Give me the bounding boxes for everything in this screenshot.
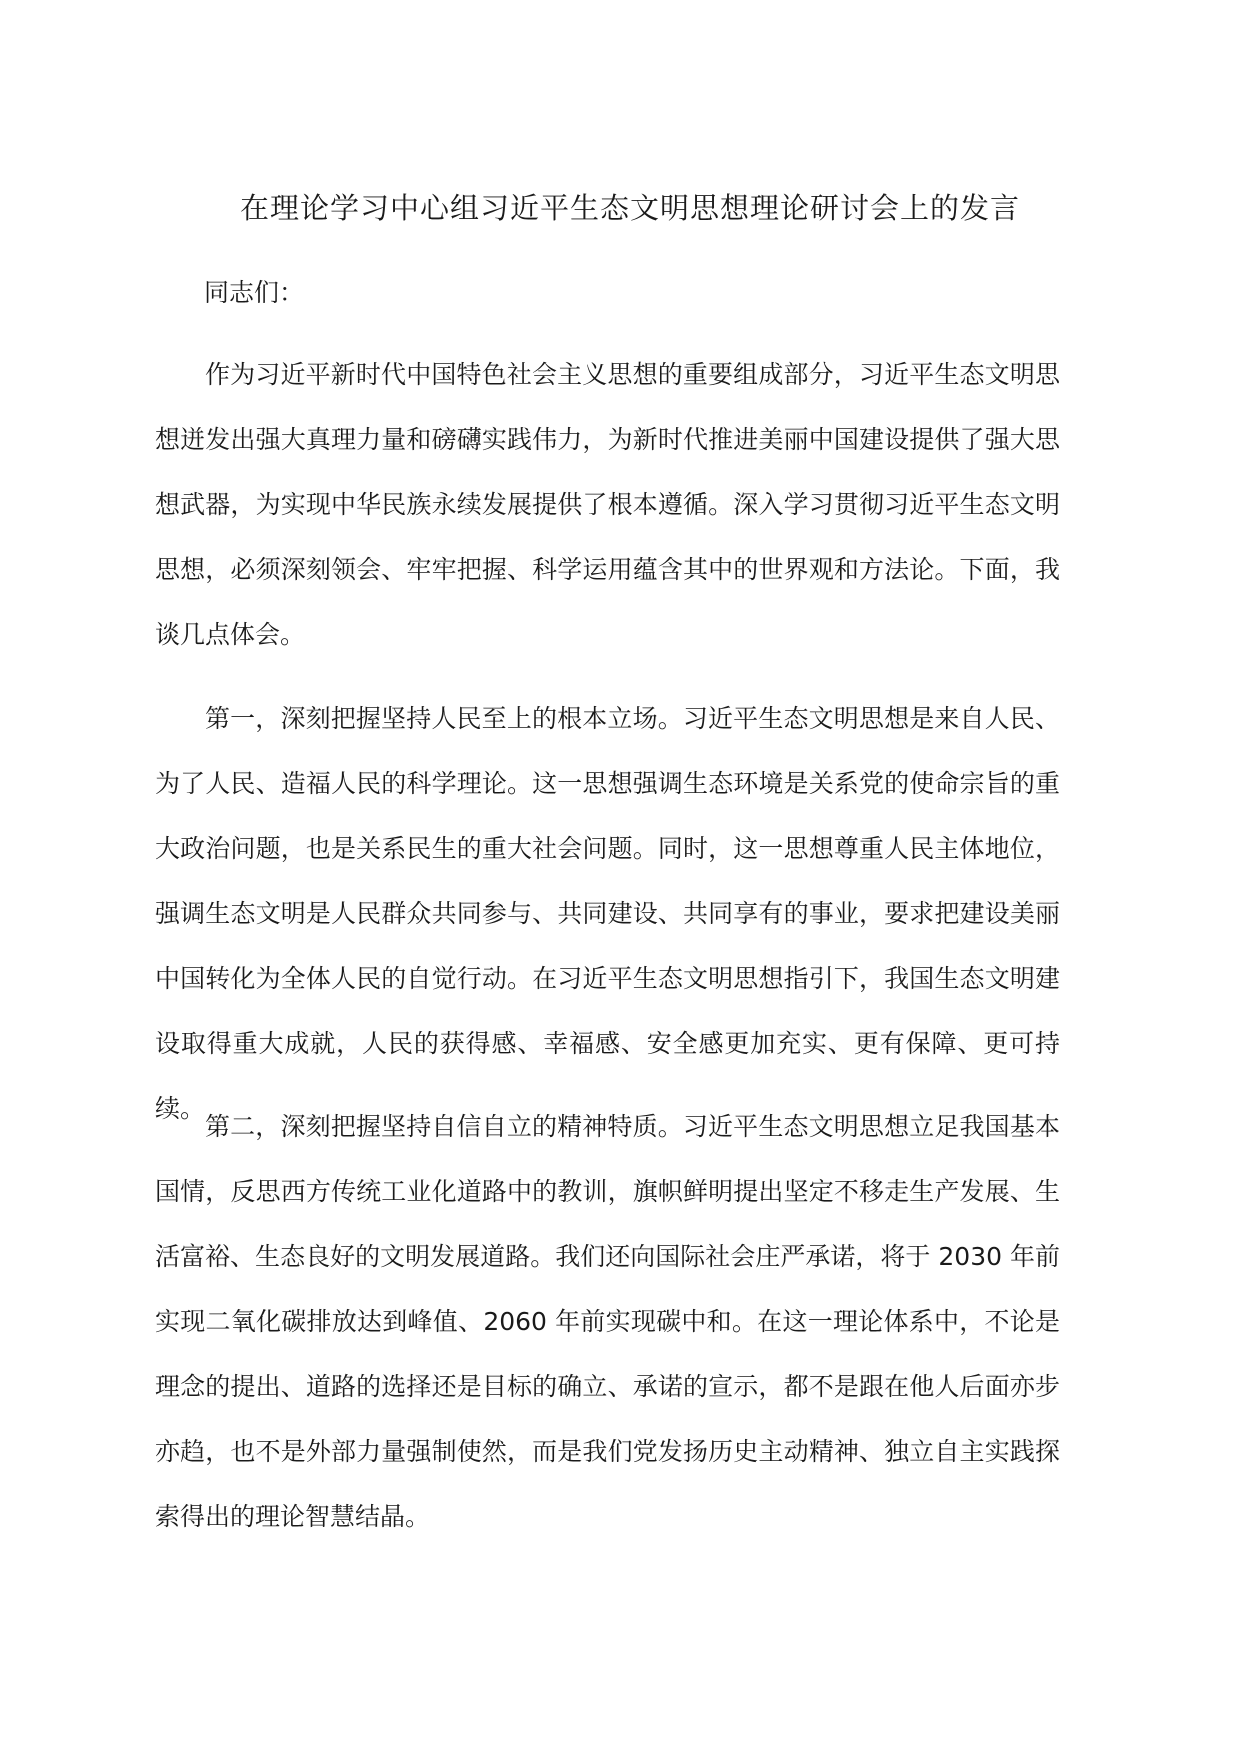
paragraph-first-point: 第一，深刻把握坚持人民至上的根本立场。习近平生态文明思想是来自人民、为了人民、造福人民的科学理论。这一思想强调生态环境是关系党的使命宗旨的重大政治问题，也是关系民生的重大社会问题。同时，这一思想尊重人民主体地位，强调生态文明是人民群众共同参与、共同建设、共同享有的事业，要求把建设美丽中国转化为全体人民的自觉行动。在习近平生态文明思想指引下，我国生态文明建设取得重大成就，人民的获得感、幸福感、安全感更加充实、更有保障、更可持续。 <box>155 704 1060 1123</box>
document-title: 在理论学习中心组习近平生态文明思想理论研讨会上的发言 <box>240 191 1021 225</box>
paragraph-second-point: 第二，深刻把握坚持自信自立的精神特质。习近平生态文明思想立足我国基本国情，反思西方传统工业化道路中的教训，旗帜鲜明提出坚定不移走生产发展、生活富裕、生态良好的文明发展道路。我们还向国际社会庄严承诺，将于 2030 年前实现二氧化碳排放达到峰值、2060 年前实现碳中和。在这一理论体系中，不论是理念的提出、道路的选择还是目标的确立、承诺的宣示，都不是跟在他人后面亦步亦趋，也不是外部力量强制使然，而是我们党发扬历史主动精神、独立自主实践探索得出的理论智慧结晶。 <box>155 1112 1060 1531</box>
paragraph-intro: 作为习近平新时代中国特色社会主义思想的重要组成部分，习近平生态文明思想迸发出强大真理力量和磅礴实践伟力，为新时代推进美丽中国建设提供了强大思想武器，为实现中华民族永续发展提供了根本遵循。深入学习贯彻习近平生态文明思想，必须深刻领会、牢牢把握、科学运用蕴含其中的世界观和方法论。下面，我谈几点体会。 <box>155 360 1060 649</box>
greeting: 同志们： <box>204 278 305 307</box>
